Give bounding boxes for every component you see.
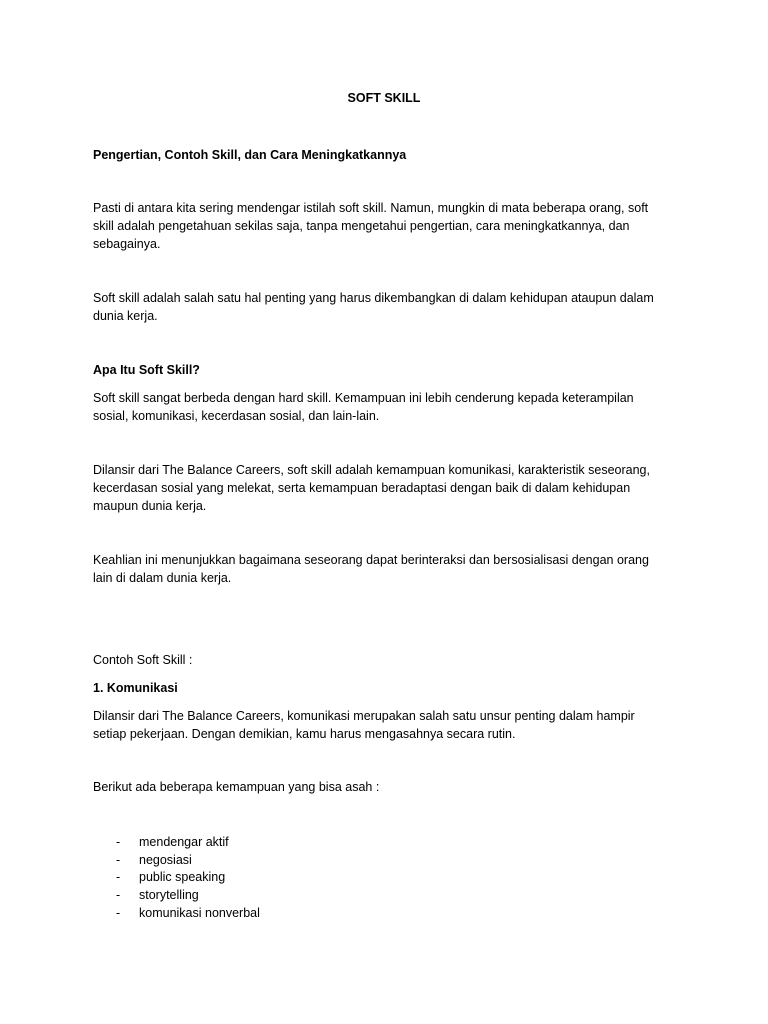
- bullet-dash: -: [116, 870, 121, 884]
- text-line: setiap pekerjaan. Dengan demikian, kamu harus mengasahnya secara rutin.: [93, 727, 516, 741]
- abilities-intro: Berikut ada beberapa kemampuan yang bisa asah :: [93, 780, 380, 794]
- examples-label: Contoh Soft Skill :: [93, 653, 193, 667]
- text-line: Dilansir dari The Balance Careers, komunikasi merupakan salah satu unsur penting dalam hampir: [93, 709, 635, 723]
- text-line: maupun dunia kerja.: [93, 499, 207, 513]
- example-heading: 1. Komunikasi: [93, 681, 178, 695]
- text-line: Keahlian ini menunjukkan bagaimana seseorang dapat berinteraksi dan bersosialisasi dengan orang: [93, 553, 649, 567]
- list-item-text: mendengar aktif: [139, 835, 229, 849]
- bullet-dash: -: [116, 835, 121, 849]
- text-line: skill adalah pengetahuan sekilas saja, tanpa mengetahui pengertian, cara meningkatkannya, dan: [93, 219, 630, 233]
- list-item-text: negosiasi: [139, 853, 192, 867]
- document-subtitle: Pengertian, Contoh Skill, dan Cara Meningkatkannya: [93, 148, 407, 162]
- section-heading: Apa Itu Soft Skill?: [93, 363, 200, 377]
- list-item-text: komunikasi nonverbal: [139, 906, 260, 920]
- text-line: sebagainya.: [93, 237, 161, 251]
- text-line: Soft skill sangat berbeda dengan hard skill. Kemampuan ini lebih cenderung kepada keterampilan: [93, 391, 634, 405]
- list-item-text: public speaking: [139, 870, 226, 884]
- text-line: sosial, komunikasi, kecerdasan sosial, dan lain-lain.: [93, 409, 380, 423]
- bullet-dash: -: [116, 853, 121, 867]
- text-line: dunia kerja.: [93, 309, 158, 323]
- text-line: kecerdasan sosial yang melekat, serta kemampuan beradaptasi dengan baik di dalam kehidupan: [93, 481, 631, 495]
- text-line: Soft skill adalah salah satu hal penting yang harus dikembangkan di dalam kehidupan ataupun dalam: [93, 291, 654, 305]
- bullet-dash: -: [116, 888, 121, 902]
- text-line: lain di dalam dunia kerja.: [93, 571, 232, 585]
- document-title: SOFT SKILL: [347, 91, 421, 105]
- bullet-dash: -: [116, 906, 121, 920]
- text-line: Dilansir dari The Balance Careers, soft skill adalah kemampuan komunikasi, karakteristik seseorang,: [93, 463, 650, 477]
- text-line: Pasti di antara kita sering mendengar istilah soft skill. Namun, mungkin di mata beberapa orang, soft: [93, 201, 649, 215]
- list-item-text: storytelling: [139, 888, 199, 902]
